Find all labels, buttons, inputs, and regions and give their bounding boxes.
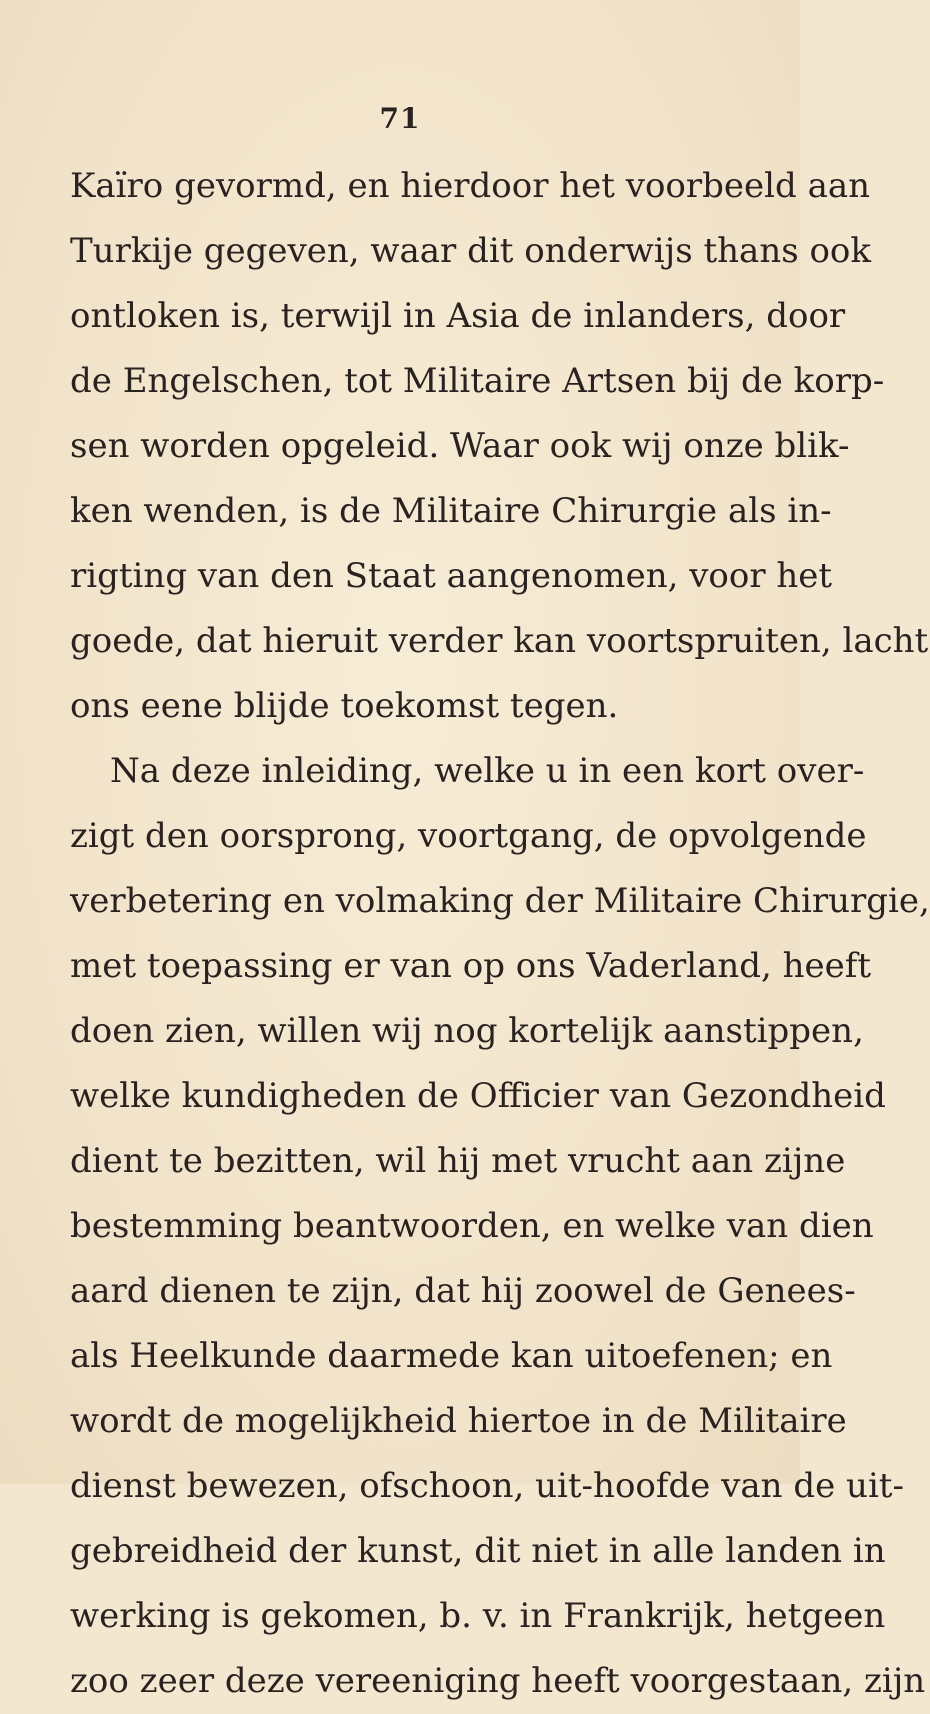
text-line: met toepassing er van op ons Vaderland, heeft (70, 946, 872, 986)
text-line: welke kundigheden de Officier van Gezondheid (70, 1076, 886, 1116)
text-line: ken wenden, is de Militaire Chirurgie als in- (70, 491, 832, 531)
text-line: doen zien, willen wij nog kortelijk aanstippen, (70, 1011, 864, 1051)
page-number: 71 (379, 102, 421, 135)
text-line: rigting van den Staat aangenomen, voor het (70, 556, 833, 596)
text-line: Turkije gegeven, waar dit onderwijs thans ook (70, 231, 872, 271)
text-line: aard dienen te zijn, dat hij zoowel de Genees- (70, 1271, 856, 1311)
text-line: ontloken is, terwijl in Asia de inlanders, door (70, 296, 846, 336)
text-line: sen worden opgeleid. Waar ook wij onze blik- (70, 426, 850, 466)
text-line: de Engelschen, tot Militaire Artsen bij de korp- (70, 361, 885, 401)
text-line: dient te bezitten, wil hij met vrucht aan zijne (70, 1141, 846, 1181)
text-line: dienst bewezen, ofschoon, uit-hoofde van de uit- (70, 1466, 904, 1506)
text-line: Kaïro gevormd, en hierdoor het voorbeeld aan (70, 166, 871, 206)
text-line: bestemming beantwoorden, en welke van dien (70, 1206, 874, 1246)
text-line: goede, dat hieruit verder kan voortspruiten, lacht (70, 621, 929, 661)
text-line: zoo zeer deze vereeniging heeft voorgestaan, zijn (70, 1661, 926, 1701)
text-line: gebreidheid der kunst, dit niet in alle landen in (70, 1531, 886, 1571)
text-line: als Heelkunde daarmede kan uitoefenen; en (70, 1336, 833, 1376)
text-line: wordt de mogelijkheid hiertoe in de Militaire (70, 1401, 847, 1441)
text-line-paragraph-end: ons eene blijde toekomst tegen. (70, 686, 619, 726)
body-text (70, 154, 930, 1714)
text-line: verbetering en volmaking der Militaire Chirurgie, (70, 881, 930, 921)
text-line: zigt den oorsprong, voortgang, de opvolgende (70, 816, 867, 856)
text-line-paragraph-start: Na deze inleiding, welke u in een kort over- (110, 751, 865, 791)
text-line: werking is gekomen, b. v. in Frankrijk, hetgeen (70, 1596, 886, 1636)
